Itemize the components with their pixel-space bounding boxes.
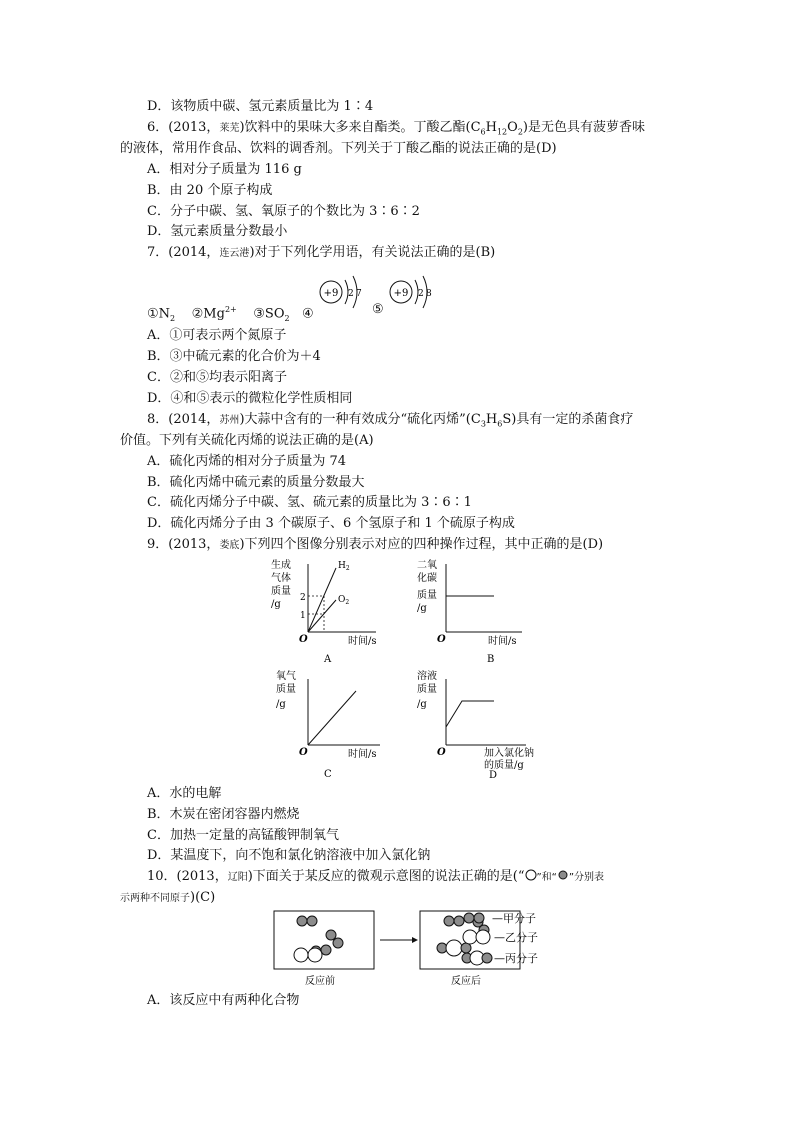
q7-symbols [147,300,314,329]
graph-a-h2-line [308,568,336,632]
q7-item-3-sub: 2 [284,313,290,323]
atom-structure-5 [390,276,432,308]
atom5-nucleus: +9 [393,288,409,299]
q6-option-b: B．由 20 个原子构成 [147,183,273,198]
graph-d [408,665,558,780]
graph-c-xlabel: 时间/s [348,749,377,760]
graph-b-ylabel-4: /g [417,603,427,614]
graph-a-ylabel-4: /g [271,599,281,610]
graph-a-caption: A [324,654,332,665]
atom4-shell1: 2 [348,289,354,299]
graph-a-xlabel: 时间/s [348,636,377,647]
q10-number: 10．(2013， [147,869,228,884]
graph-d-xlabel-2: 的质量/g [484,760,524,771]
graph-d-origin: O [437,747,446,758]
graph-c-ylabel-2: 质量 [276,684,296,695]
q6-formula-sub: 2 [517,127,523,137]
graph-b-xlabel: 时间/s [488,636,517,647]
q6-stem-line2: 的液体，常用作食品、饮料的调香剂。下列关于丁酸乙酯的说法正确的是(D) [120,141,557,156]
q10-text-3: ”分别表 [568,872,605,883]
q7-option-a: A．①可表示两个氮原子 [147,328,287,343]
graph-b-caption: B [487,654,495,665]
atom5-shell1: 2 [418,289,424,299]
q9-option-a: A．水的电解 [147,786,222,801]
q8-formula-h: H [485,412,498,427]
q7-option-c: C．②和⑤均表示阳离子 [147,370,287,385]
q6-option-d: D．氢元素质量分数最小 [147,224,288,239]
q7-item-1: ①N [147,306,171,322]
q9-stem [147,535,603,556]
q8-text: )大蒜中含有的一种有效成分“硫化丙烯”(C [239,412,481,427]
graph-a [262,556,402,668]
graph-a-o2-line [308,600,336,632]
q7-source: 连云港 [219,248,250,259]
graph-a-o2-label: $O_2$ [338,595,350,606]
q8-formula-sub: 6 [497,419,503,429]
graph-a-ylabel-3: 质量 [271,586,291,597]
q7-item-2-sup: 2+ [224,305,237,314]
q10-option-a: A．该反应中有两种化合物 [147,993,300,1008]
q6-text-tail: )是无色具有菠萝香味 [522,120,645,135]
atom-structure-4 [320,276,362,308]
q10-legend [458,906,578,972]
q8-option-b: B．硫化丙烯中硫元素的质量分数最大 [147,475,365,490]
q8-option-d: D．硫化丙烯分子由 3 个碳原子、6 个氢原子和 1 个硫原子构成 [147,516,515,531]
before-label: 反应前 [305,976,335,987]
q9-number: 9．(2013， [147,537,220,552]
light-atom-icon [525,869,537,881]
q10-text-2: ”和“ [536,872,557,883]
graph-a-origin: O [299,634,308,645]
q6-text: )饮料中的果味大多来自酯类。丁酸乙酯(C [239,120,481,135]
graph-c-caption: C [324,769,332,780]
q8-source: 苏州 [219,415,240,426]
q10-text-4: 示两种不同原子 [120,893,190,904]
q8-number: 8．(2014， [147,412,220,427]
graph-b-ylabel-2: 化碳 [417,573,437,584]
q10-stem-line2 [120,888,215,909]
q6-number: 6．(2013， [147,120,220,135]
q10-source: 辽阳 [227,872,248,883]
legend-jia: —甲分子 [492,912,536,925]
graph-a-ylabel-2: 气体 [271,573,291,584]
q7-item-1-sub: 2 [170,313,176,323]
q9-option-d: D．某温度下，向不饱和氯化钠溶液中加入氯化钠 [147,848,431,863]
q9-option-c: C．加热一定量的高锰酸钾制氧气 [147,828,339,843]
atom5-shell2: 8 [426,289,432,299]
q9-source: 娄底 [219,540,240,551]
legend-bing: —丙分子 [494,952,538,965]
graph-a-tick-1: 1 [300,611,306,621]
graph-d-xlabel-1: 加入氯化钠 [484,748,534,759]
graph-d-line [446,701,494,727]
q6-source: 莱芜 [219,123,240,134]
q7-item-2: ②Mg [191,306,225,322]
graph-c-line [308,691,356,745]
dark-atom-icon [557,869,569,881]
graph-d-ylabel-1: 溶液 [417,671,437,682]
q6-option-a: A．相对分子质量为 116 g [147,162,302,177]
atom4-nucleus: +9 [323,288,339,299]
q10-answer: )(C) [190,890,216,905]
graph-d-ylabel-2: 质量 [417,684,437,695]
q10-text: )下面关于某反应的微观示意图的说法正确的是(“ [247,869,525,884]
q6-formula-h: H [485,120,497,135]
graph-a-ylabel-1: 生成 [271,560,291,571]
q8-option-a: A．硫化丙烯的相对分子质量为 74 [147,454,347,469]
q5-option-d: D．该物质中碳、氢元素质量比为 1∶4 [147,99,374,114]
q10-stem-line1 [147,867,604,888]
graph-b [408,556,548,668]
q7-item-3: ③SO [253,306,285,322]
graph-a-tick-2: 2 [300,593,306,603]
q6-formula-sub: 6 [480,127,486,137]
graph-c-ylabel-1: 氧气 [276,671,296,682]
graph-a-h2-label: $H_2$ [338,561,350,572]
after-label: 反应后 [451,976,481,987]
q7-stem [147,243,495,264]
q8-option-c: C．硫化丙烯分子中碳、氢、硫元素的质量比为 3∶6∶1 [147,495,472,510]
q9-option-b: B．木炭在密闭容器内燃烧 [147,807,300,822]
q7-number: 7．(2014， [147,245,220,260]
legend-yi: —乙分子 [494,931,538,944]
q8-stem-line2: 价值。下列有关硫化丙烯的说法正确的是(A) [120,433,374,448]
graph-b-ylabel-1: 二氧 [417,560,437,571]
q6-formula-sub: 12 [496,127,508,137]
before-box [274,911,374,969]
graph-c [262,665,402,780]
atom4-shell2: 7 [356,289,362,299]
graph-d-ylabel-3: /g [417,699,427,710]
graph-b-origin: O [437,634,446,645]
q6-option-c: C．分子中碳、氢、氧原子的个数比为 3∶6∶2 [147,204,420,219]
q7-item-5: ⑤ [372,302,384,317]
q8-formula-sub: 3 [480,419,486,429]
graph-b-ylabel-3: 质量 [417,590,437,601]
graph-c-origin: O [299,747,308,758]
q8-text-tail: S)具有一定的杀菌食疗 [502,412,634,427]
q7-option-d: D．④和⑤表示的微粒化学性质相同 [147,391,353,406]
q9-text: )下列四个图像分别表示对应的四种操作过程，其中正确的是(D) [239,537,604,552]
q7-item-4: ④ [302,306,314,322]
q7-atom-diagrams [318,272,438,312]
q7-option-b: B．③中硫元素的化合价为＋4 [147,349,321,364]
graph-d-caption: D [489,770,498,780]
q6-formula-o: O [507,120,518,135]
q7-text: )对于下列化学用语，有关说法正确的是(B) [249,245,496,260]
graph-c-ylabel-3: /g [276,699,286,710]
